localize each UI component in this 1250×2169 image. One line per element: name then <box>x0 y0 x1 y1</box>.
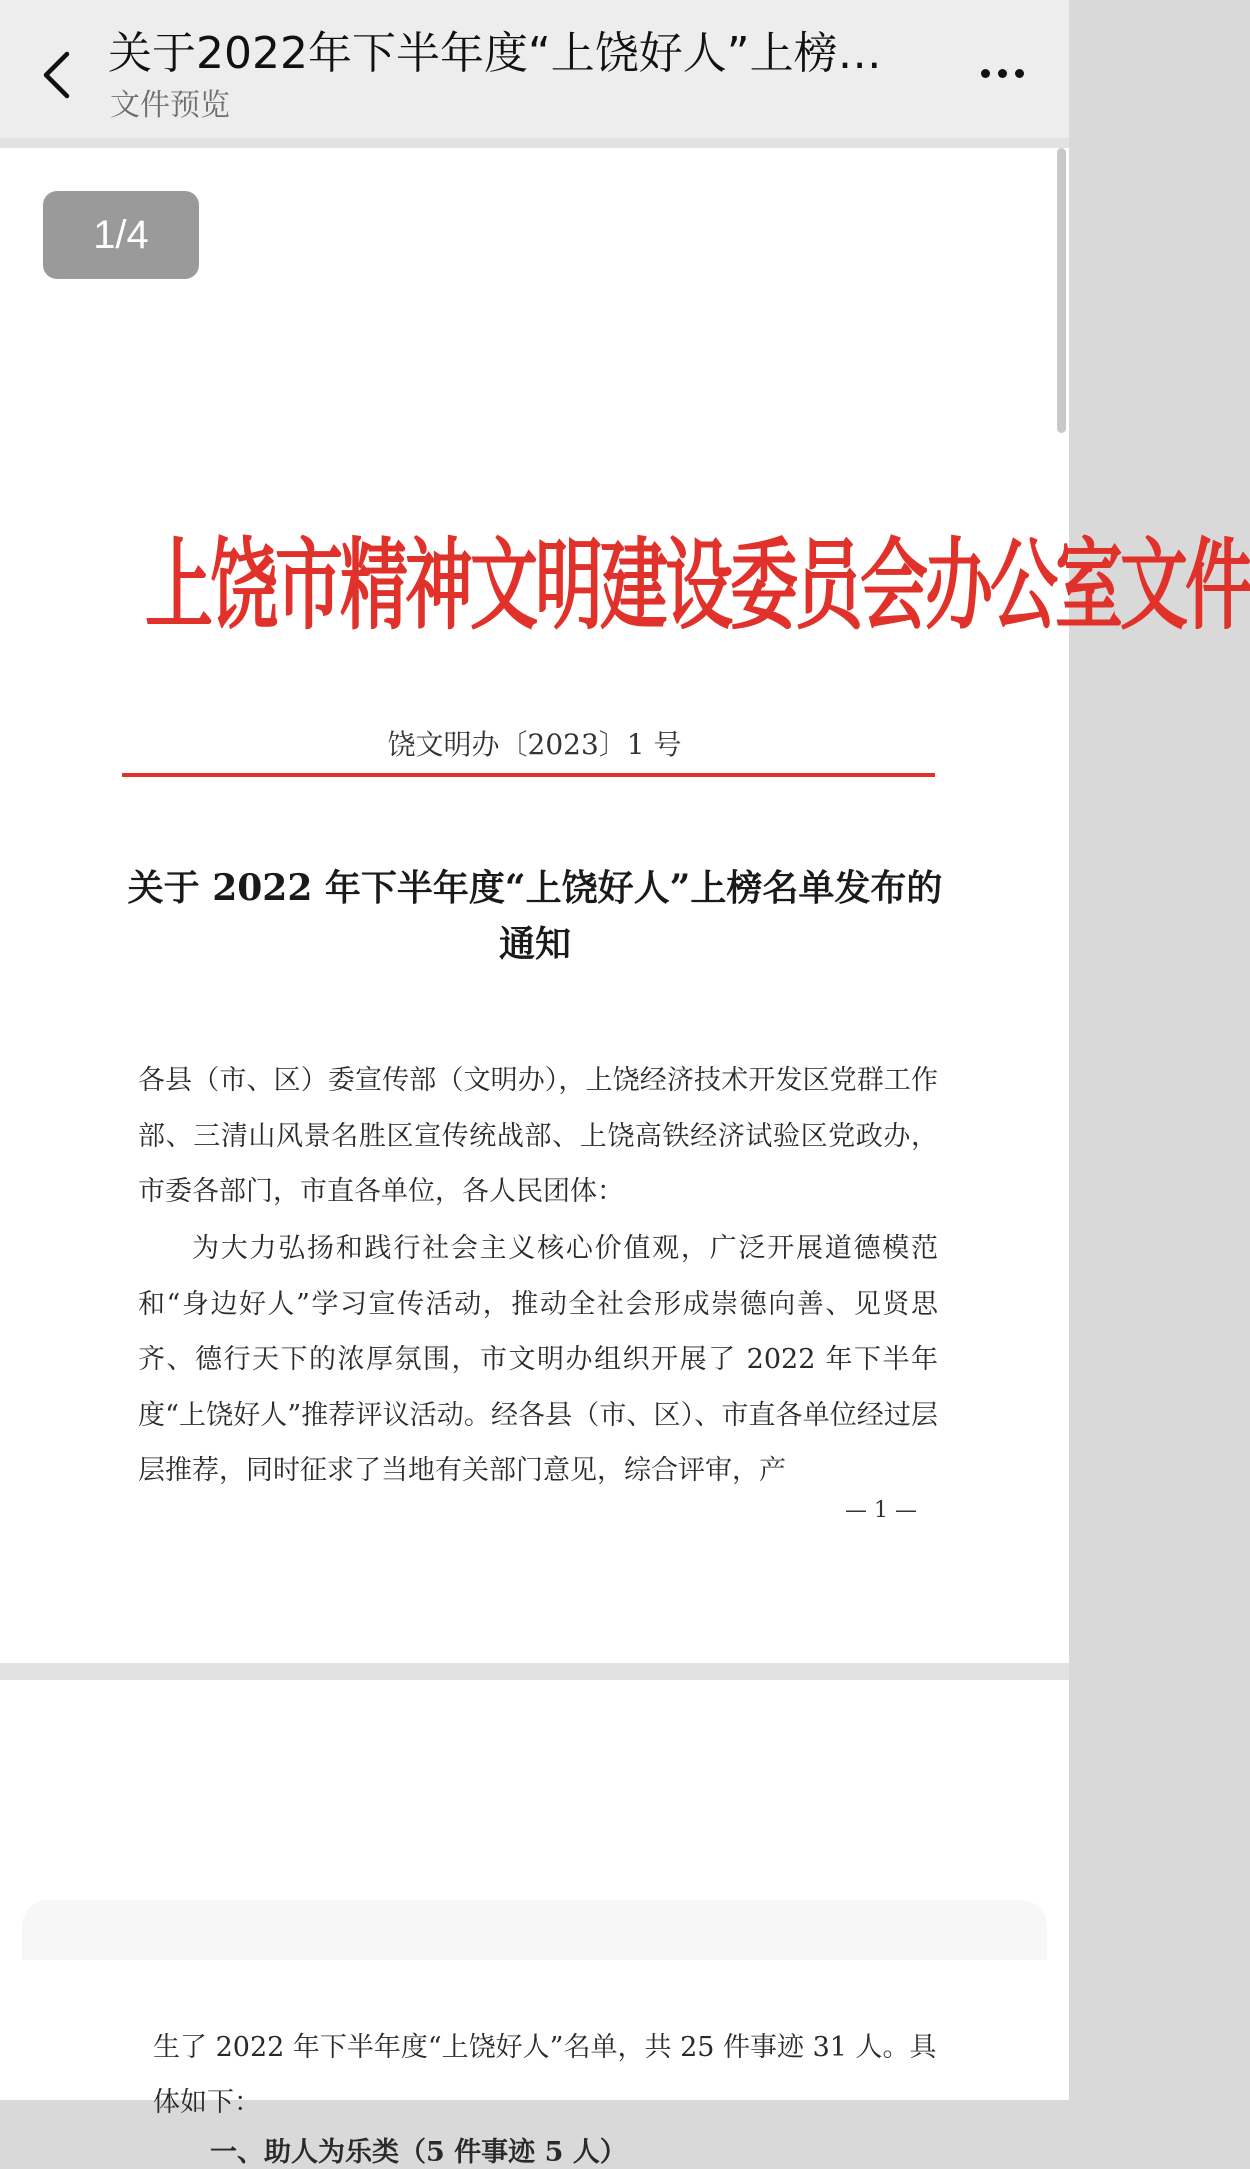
org-header: 上饶市精神文明建设委员会办公室文件 <box>145 528 1250 645</box>
document-viewer[interactable] <box>0 138 1250 2168</box>
more-dot-icon <box>1015 69 1024 78</box>
page-subtitle: 文件预览 <box>110 88 230 123</box>
document-number: 饶文明办〔2023〕1 号 <box>387 728 682 761</box>
bottom-sheet-edge <box>22 1900 1047 1960</box>
red-divider <box>122 773 935 777</box>
page-number: — 1 — <box>845 1498 917 1523</box>
more-options-button[interactable] <box>968 48 1036 98</box>
scrollbar-thumb[interactable] <box>1057 148 1066 433</box>
document-page-1 <box>0 148 1250 1663</box>
more-dot-icon <box>998 69 1007 78</box>
document-page-2 <box>0 1680 1069 2168</box>
top-bar <box>0 0 1069 138</box>
chevron-left-icon <box>41 50 71 100</box>
more-dot-icon <box>981 69 990 78</box>
page2-paragraph: 生了 2022 年下半年度“上饶好人”名单，共 25 件事迹 31 人。具体如下： <box>153 2032 937 2118</box>
addressee-text: 各县（市、区）委宣传部（文明办），上饶经济技术开发区党群工作部、三清山风景名胜区宣传统战部、上饶高铁经济试验区党政办，市委各部门，市直各单位，各人民团体： <box>138 1065 938 1207</box>
section-heading: 一、助人为乐类（5 件事迹 5 人） <box>210 2137 627 2168</box>
document-title: 关于 2022 年下半年度“上饶好人”上榜名单发布的通知 <box>127 867 943 965</box>
back-button[interactable] <box>28 40 84 110</box>
page-indicator: 1/4 <box>43 191 199 279</box>
body-paragraph: 为大力弘扬和践行社会主义核心价值观，广泛开展道德模范和“身边好人”学习宣传活动，推动全社会形成崇德向善、见贤思齐、德行天下的浓厚氛围，市文明办组织开展了 2022 年下半年度“上饶好人”推荐评议活动。经各县（市、区）、市直各单位经过层层推荐，同时征求了当地有关部门意见，综合评审，产 <box>138 1233 938 1486</box>
page-title: 关于2022年下半年度“上饶好人”上榜… <box>108 28 882 79</box>
